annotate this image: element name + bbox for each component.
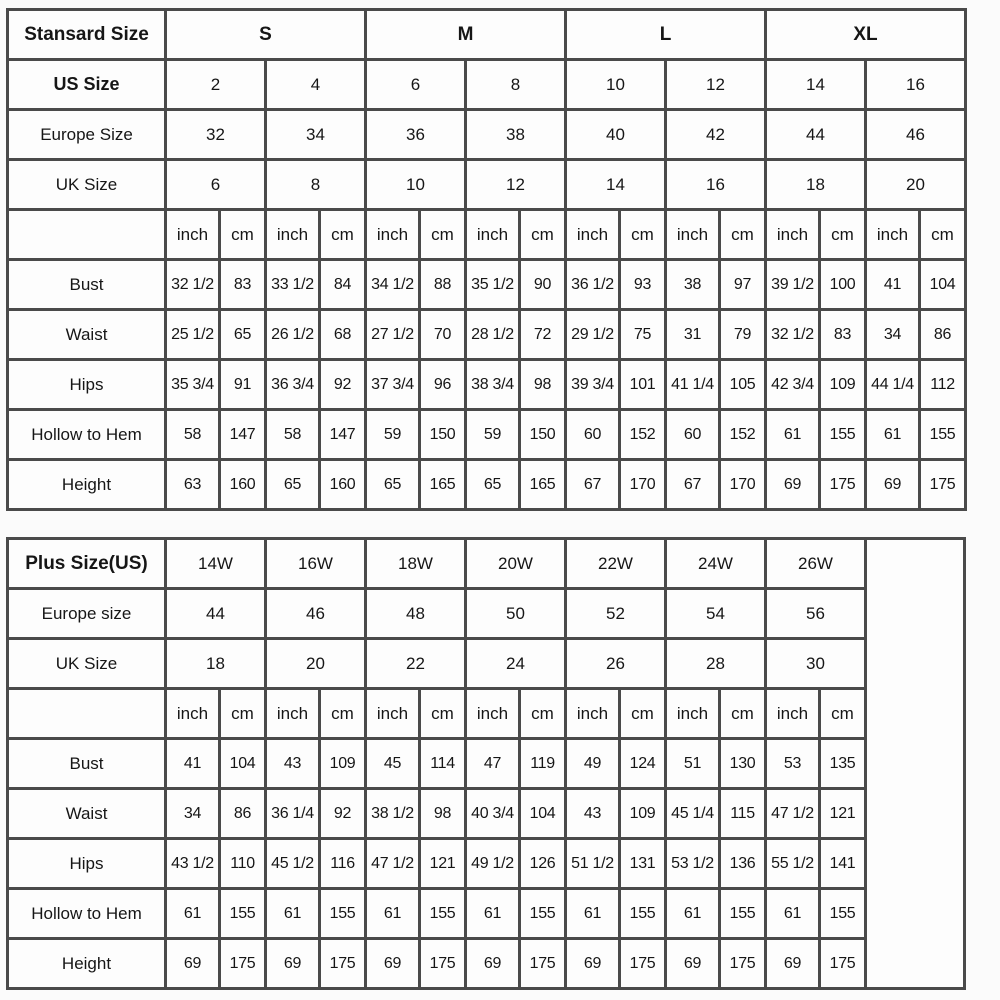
size-group-cell: M [366,10,566,60]
measure-row [8,739,965,789]
measure-value-cell: 59 [366,410,420,460]
row-label-cell: Bust [8,260,166,310]
measure-value-cell: 65 [220,310,266,360]
measure-value-cell: 47 1/2 [766,789,820,839]
measure-row [8,260,966,310]
measure-value-cell: 34 [166,789,220,839]
unit-cell: inch [266,689,320,739]
measure-value-cell: 34 1/2 [366,260,420,310]
size-group-cell: 26W [766,539,866,589]
measure-value-cell: 119 [520,739,566,789]
measure-value-cell: 44 1/4 [866,360,920,410]
measure-value-cell: 40 3/4 [466,789,520,839]
measure-value-cell: 175 [720,939,766,989]
measure-value-cell: 61 [366,889,420,939]
unit-cell: cm [320,689,366,739]
measure-value-cell: 28 1/2 [466,310,520,360]
unit-cell: cm [520,210,566,260]
size-group-cell: 16W [266,539,366,589]
row-label-cell: Waist [8,789,166,839]
size-value-cell: 18 [166,639,266,689]
measure-value-cell: 160 [320,460,366,510]
measure-value-cell: 36 1/2 [566,260,620,310]
size-row [8,589,965,639]
measure-value-cell: 61 [166,889,220,939]
measure-value-cell: 155 [720,889,766,939]
measure-value-cell: 135 [820,739,866,789]
row-label-cell: Europe size [8,589,166,639]
measure-value-cell: 84 [320,260,366,310]
size-value-cell: 22 [366,639,466,689]
size-value-cell: 14 [566,160,666,210]
measure-value-cell: 83 [220,260,266,310]
measure-value-cell: 86 [220,789,266,839]
measure-value-cell: 32 1/2 [166,260,220,310]
measure-value-cell: 155 [520,889,566,939]
measure-value-cell: 38 3/4 [466,360,520,410]
size-value-cell: 20 [266,639,366,689]
plus-size-table [6,537,966,990]
measure-value-cell: 61 [766,889,820,939]
measure-value-cell: 41 [866,260,920,310]
measure-value-cell: 69 [566,939,620,989]
unit-cell: inch [566,689,620,739]
measure-value-cell: 155 [820,410,866,460]
measure-value-cell: 35 1/2 [466,260,520,310]
measure-value-cell: 155 [920,410,966,460]
measure-value-cell: 39 1/2 [766,260,820,310]
unit-cell: inch [366,689,420,739]
unit-cell: inch [566,210,620,260]
measure-value-cell: 147 [220,410,266,460]
size-row [8,639,965,689]
empty-label-cell [8,689,166,739]
measure-value-cell: 63 [166,460,220,510]
table-title-cell: Plus Size(US) [8,539,166,589]
measure-value-cell: 121 [820,789,866,839]
measure-value-cell: 53 1/2 [666,839,720,889]
measure-value-cell: 61 [566,889,620,939]
unit-cell: inch [366,210,420,260]
measure-value-cell: 42 3/4 [766,360,820,410]
measure-value-cell: 55 1/2 [766,839,820,889]
measure-value-cell: 109 [820,360,866,410]
measure-value-cell: 36 1/4 [266,789,320,839]
measure-value-cell: 155 [620,889,666,939]
measure-value-cell: 104 [920,260,966,310]
unit-cell: cm [320,210,366,260]
size-value-cell: 52 [566,589,666,639]
measure-value-cell: 101 [620,360,666,410]
size-value-cell: 6 [366,60,466,110]
measure-value-cell: 65 [466,460,520,510]
measure-value-cell: 175 [320,939,366,989]
size-value-cell: 48 [366,589,466,639]
size-value-cell: 6 [166,160,266,210]
measure-value-cell: 39 3/4 [566,360,620,410]
size-value-cell: 44 [766,110,866,160]
measure-value-cell: 26 1/2 [266,310,320,360]
measure-row [8,789,965,839]
size-value-cell: 30 [766,639,866,689]
measure-value-cell: 97 [720,260,766,310]
measure-value-cell: 49 [566,739,620,789]
measure-value-cell: 45 1/2 [266,839,320,889]
measure-value-cell: 92 [320,789,366,839]
row-label-cell: Height [8,460,166,510]
size-value-cell: 56 [766,589,866,639]
measure-value-cell: 86 [920,310,966,360]
measure-value-cell: 70 [420,310,466,360]
size-value-cell: 46 [866,110,966,160]
measure-row [8,939,965,989]
measure-value-cell: 98 [520,360,566,410]
unit-cell: cm [420,689,466,739]
measure-value-cell: 41 [166,739,220,789]
row-label-cell: UK Size [8,160,166,210]
measure-value-cell: 58 [166,410,220,460]
measure-value-cell: 100 [820,260,866,310]
size-value-cell: 8 [466,60,566,110]
size-value-cell: 36 [366,110,466,160]
measure-value-cell: 69 [666,939,720,989]
measure-value-cell: 175 [920,460,966,510]
measure-value-cell: 58 [266,410,320,460]
size-value-cell: 46 [266,589,366,639]
measure-value-cell: 27 1/2 [366,310,420,360]
measure-value-cell: 152 [620,410,666,460]
unit-cell: cm [820,210,866,260]
size-value-cell: 16 [666,160,766,210]
measure-value-cell: 75 [620,310,666,360]
measure-value-cell: 96 [420,360,466,410]
measure-value-cell: 83 [820,310,866,360]
unit-cell: inch [866,210,920,260]
unit-row [8,689,965,739]
measure-row [8,310,966,360]
measure-value-cell: 49 1/2 [466,839,520,889]
measure-value-cell: 88 [420,260,466,310]
measure-value-cell: 175 [220,939,266,989]
size-row [8,60,966,110]
measure-value-cell: 69 [266,939,320,989]
row-label-cell: Height [8,939,166,989]
size-value-cell: 44 [166,589,266,639]
measure-value-cell: 72 [520,310,566,360]
standard-size-table [6,8,967,511]
row-label-cell: Hips [8,839,166,889]
measure-value-cell: 31 [666,310,720,360]
measure-value-cell: 175 [620,939,666,989]
measure-value-cell: 33 1/2 [266,260,320,310]
unit-cell: inch [166,210,220,260]
measure-value-cell: 175 [820,939,866,989]
measure-value-cell: 109 [320,739,366,789]
unit-cell: inch [466,689,520,739]
measure-value-cell: 43 1/2 [166,839,220,889]
size-value-cell: 2 [166,60,266,110]
measure-value-cell: 104 [520,789,566,839]
measure-value-cell: 61 [266,889,320,939]
size-value-cell: 20 [866,160,966,210]
measure-value-cell: 150 [520,410,566,460]
size-group-cell: 14W [166,539,266,589]
measure-value-cell: 175 [420,939,466,989]
unit-cell: inch [666,210,720,260]
measure-value-cell: 69 [166,939,220,989]
measure-row [8,889,965,939]
unit-cell: inch [466,210,520,260]
size-value-cell: 26 [566,639,666,689]
unit-cell: inch [766,210,820,260]
measure-value-cell: 105 [720,360,766,410]
size-value-cell: 42 [666,110,766,160]
measure-value-cell: 152 [720,410,766,460]
measure-value-cell: 91 [220,360,266,410]
size-value-cell: 16 [866,60,966,110]
empty-merged-cell [866,539,965,989]
row-label-cell: Hips [8,360,166,410]
measure-value-cell: 170 [620,460,666,510]
measure-value-cell: 155 [220,889,266,939]
measure-value-cell: 110 [220,839,266,889]
measure-row [8,410,966,460]
size-row [8,160,966,210]
measure-value-cell: 61 [466,889,520,939]
measure-value-cell: 61 [666,889,720,939]
measure-value-cell: 69 [766,939,820,989]
unit-cell: inch [666,689,720,739]
size-value-cell: 34 [266,110,366,160]
measure-value-cell: 165 [420,460,466,510]
measure-value-cell: 38 [666,260,720,310]
measure-value-cell: 147 [320,410,366,460]
table-title-cell: Stansard Size [8,10,166,60]
size-value-cell: 40 [566,110,666,160]
unit-cell: inch [166,689,220,739]
row-label-cell: Hollow to Hem [8,410,166,460]
measure-value-cell: 160 [220,460,266,510]
measure-value-cell: 109 [620,789,666,839]
measure-value-cell: 104 [220,739,266,789]
unit-cell: inch [266,210,320,260]
measure-value-cell: 47 1/2 [366,839,420,889]
size-value-cell: 8 [266,160,366,210]
measure-value-cell: 32 1/2 [766,310,820,360]
measure-row [8,360,966,410]
measure-value-cell: 43 [266,739,320,789]
unit-cell: cm [220,210,266,260]
measure-value-cell: 68 [320,310,366,360]
size-value-cell: 28 [666,639,766,689]
measure-value-cell: 60 [566,410,620,460]
size-value-cell: 14 [766,60,866,110]
size-value-cell: 18 [766,160,866,210]
size-value-cell: 54 [666,589,766,639]
measure-value-cell: 67 [566,460,620,510]
row-label-cell: Hollow to Hem [8,889,166,939]
size-value-cell: 10 [366,160,466,210]
measure-value-cell: 38 1/2 [366,789,420,839]
measure-value-cell: 47 [466,739,520,789]
measure-value-cell: 115 [720,789,766,839]
measure-value-cell: 136 [720,839,766,889]
measure-value-cell: 69 [766,460,820,510]
measure-value-cell: 36 3/4 [266,360,320,410]
unit-cell: cm [420,210,466,260]
unit-cell: cm [220,689,266,739]
unit-cell: cm [720,689,766,739]
measure-value-cell: 45 1/4 [666,789,720,839]
measure-value-cell: 53 [766,739,820,789]
size-group-cell: XL [766,10,966,60]
measure-value-cell: 41 1/4 [666,360,720,410]
measure-value-cell: 60 [666,410,720,460]
unit-cell: cm [920,210,966,260]
size-group-cell: L [566,10,766,60]
unit-cell: inch [766,689,820,739]
row-label-cell: UK Size [8,639,166,689]
measure-value-cell: 25 1/2 [166,310,220,360]
measure-value-cell: 130 [720,739,766,789]
measure-value-cell: 126 [520,839,566,889]
measure-value-cell: 121 [420,839,466,889]
measure-value-cell: 170 [720,460,766,510]
measure-value-cell: 155 [820,889,866,939]
measure-value-cell: 37 3/4 [366,360,420,410]
size-group-cell: S [166,10,366,60]
measure-value-cell: 69 [466,939,520,989]
measure-value-cell: 124 [620,739,666,789]
size-row [8,110,966,160]
measure-value-cell: 141 [820,839,866,889]
measure-value-cell: 175 [820,460,866,510]
size-value-cell: 12 [466,160,566,210]
row-label-cell: Waist [8,310,166,360]
row-label-cell: Europe Size [8,110,166,160]
table-header-row [8,539,965,589]
measure-value-cell: 61 [866,410,920,460]
measure-value-cell: 98 [420,789,466,839]
measure-row [8,839,965,889]
measure-value-cell: 65 [266,460,320,510]
size-value-cell: 50 [466,589,566,639]
measure-value-cell: 90 [520,260,566,310]
measure-value-cell: 69 [866,460,920,510]
unit-cell: cm [620,210,666,260]
size-value-cell: 24 [466,639,566,689]
size-value-cell: 10 [566,60,666,110]
unit-row [8,210,966,260]
measure-value-cell: 35 3/4 [166,360,220,410]
measure-value-cell: 165 [520,460,566,510]
size-group-cell: 20W [466,539,566,589]
unit-cell: cm [720,210,766,260]
size-group-cell: 22W [566,539,666,589]
measure-value-cell: 67 [666,460,720,510]
measure-value-cell: 43 [566,789,620,839]
measure-value-cell: 150 [420,410,466,460]
measure-value-cell: 59 [466,410,520,460]
unit-cell: cm [620,689,666,739]
size-group-cell: 24W [666,539,766,589]
measure-value-cell: 131 [620,839,666,889]
size-value-cell: 32 [166,110,266,160]
measure-value-cell: 45 [366,739,420,789]
empty-label-cell [8,210,166,260]
measure-value-cell: 51 [666,739,720,789]
measure-value-cell: 61 [766,410,820,460]
row-label-cell: Bust [8,739,166,789]
measure-value-cell: 34 [866,310,920,360]
size-value-cell: 12 [666,60,766,110]
measure-value-cell: 51 1/2 [566,839,620,889]
measure-value-cell: 116 [320,839,366,889]
measure-value-cell: 92 [320,360,366,410]
unit-cell: cm [820,689,866,739]
measure-value-cell: 29 1/2 [566,310,620,360]
unit-cell: cm [520,689,566,739]
measure-value-cell: 93 [620,260,666,310]
measure-value-cell: 155 [320,889,366,939]
size-value-cell: 38 [466,110,566,160]
table-header-row [8,10,966,60]
size-value-cell: 4 [266,60,366,110]
measure-value-cell: 114 [420,739,466,789]
measure-value-cell: 155 [420,889,466,939]
measure-value-cell: 65 [366,460,420,510]
measure-value-cell: 175 [520,939,566,989]
measure-value-cell: 112 [920,360,966,410]
measure-row [8,460,966,510]
row-label-cell: US Size [8,60,166,110]
size-group-cell: 18W [366,539,466,589]
measure-value-cell: 69 [366,939,420,989]
measure-value-cell: 79 [720,310,766,360]
